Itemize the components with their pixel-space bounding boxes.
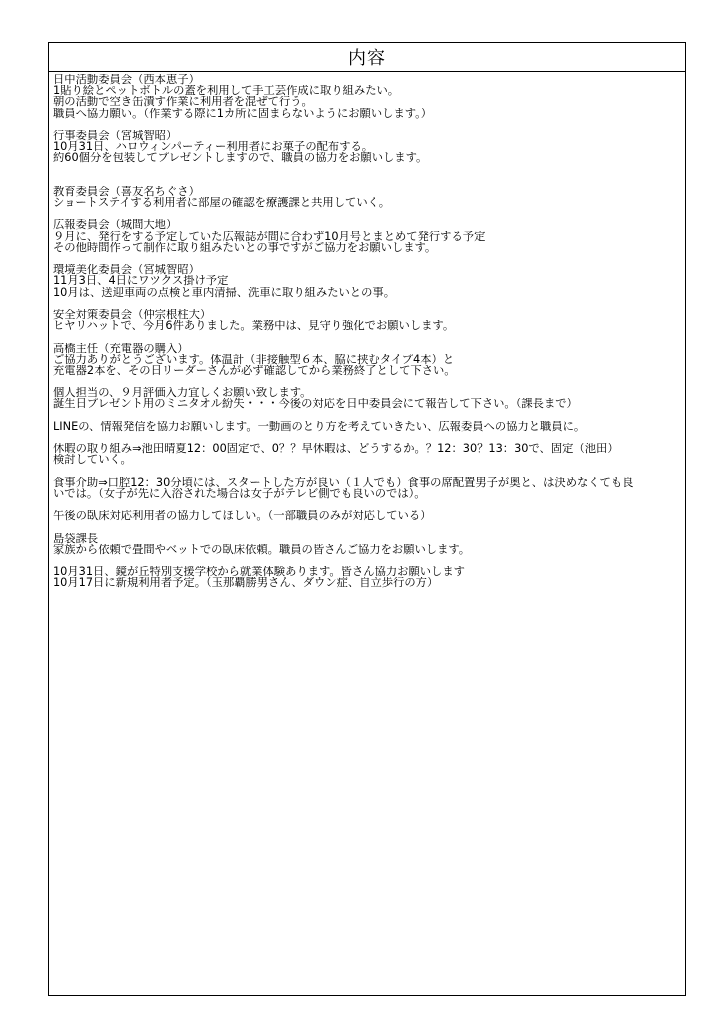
text-line: 約60個分を包装してプレゼントしますので、職員の協力をお願いします。 xyxy=(53,152,428,164)
text-line: 10月31日、ハロウィンパーティー利用者にお菓子の配布する。 xyxy=(53,141,374,153)
text-line: 10月17日に新規利用者予定。（玉那覇勝男さん、ダウン症、自立歩行の方） xyxy=(53,577,439,589)
section-safety xyxy=(53,309,681,331)
text-line: 高橋主任（充電器の購入） xyxy=(53,342,189,354)
text-line: 休暇の取り組み⇒池田晴夏12：00固定で、0？？早休暇は、どうするか。？12：30？13：30で、固定（池田） xyxy=(53,443,619,455)
section-events xyxy=(53,130,681,164)
text-line: 行事委員会（宮城智昭） xyxy=(53,129,178,142)
section-daytime-activity xyxy=(53,74,681,119)
section-evaluation xyxy=(53,387,681,409)
text-line: 広報委員会（城間大地） xyxy=(53,219,178,231)
text-line: 個人担当の、９月評価入力宜しくお願い致します。 xyxy=(53,387,312,399)
text-line: いでは。（女子が先に入浴された場合は女子がテレビ側でも良いのでは）。 xyxy=(53,487,426,500)
text-line: ショートステイする利用者に部屋の確認を療護課と共用していく。 xyxy=(53,197,390,209)
text-line: 朝の活動で空き缶潰す作業に利用者を混ぜて行う。 xyxy=(53,96,313,108)
text-line: 食事介助⇒口腔12：30分頃には、スタートした方が良い（１人でも）食事の席配置男子が奥と、は決めなくても良 xyxy=(53,476,634,488)
text-line: その他時間作って制作に取り組みたいとの事ですがご協力をお願いします。 xyxy=(53,241,437,254)
text-line: 充電器2本を、その日リーダーさんが必ず確認してから業務終了として下さい。 xyxy=(53,364,456,377)
text-line: 職員へ協力願い。（作業する際に1カ所に固まらないようにお願いします。） xyxy=(53,107,433,119)
text-line: 日中活動委員会（西本恵子） xyxy=(53,74,200,86)
text-line: 教育委員会（喜友名ちぐさ） xyxy=(53,185,200,198)
text-line: 10月31日、鏡が丘特別支援学校から就業体験あります。皆さん協力お願いします xyxy=(53,566,465,578)
section-manager-shimabukuro xyxy=(53,533,681,555)
text-line: 安全対策委員会（仲宗根柱大） xyxy=(53,308,212,321)
section-education xyxy=(53,186,681,208)
text-line: ９月に、発行をする予定していた広報誌が間に合わず10月号とまとめて発行する予定 xyxy=(53,230,486,242)
section-leave xyxy=(53,443,681,465)
text-line: 誕生日プレゼント用のミニタオル紛失・・・今後の対応を日中委員会にて報告して下さい。（課長まで） xyxy=(53,398,578,410)
section-chief-takahashi xyxy=(53,343,681,377)
section-public-relations xyxy=(53,219,681,253)
text-line: 1貼り絵とペットボトルの蓋を利用して手工芸作成に取り組みたい。 xyxy=(53,85,400,97)
section-afternoon-rest xyxy=(53,510,681,521)
text-line: ヒヤリハットで、今月6件ありました。業務中は、見守り強化でお願いします。 xyxy=(53,320,455,332)
text-line: ご協力ありがとうございます。体温計（非接触型６本、脇に挟むタイプ4本）と xyxy=(53,353,455,365)
table-header xyxy=(49,43,685,72)
text-line: 島袋課長 xyxy=(53,532,99,544)
section-environment xyxy=(53,264,681,298)
section-schedule xyxy=(53,566,681,588)
text-line: LINEの、情報発信を協力お願いします。一動画のとり方を考えていきたい、広報委員への協力と職員に。 xyxy=(53,420,586,433)
text-line: 環境美化委員会（宮城智昭） xyxy=(53,264,200,276)
minutes-table xyxy=(48,42,686,996)
text-line: 10月は、送迎車両の点検と車内清掃、洗車に取り組みたいとの事。 xyxy=(53,286,395,298)
section-meal-assist xyxy=(53,477,681,499)
text-line: 検討していく。 xyxy=(53,454,132,466)
content-area xyxy=(49,72,685,589)
text-line: 11月3日、4日にワツクス掛け予定 xyxy=(53,275,229,287)
section-line-sharing xyxy=(53,421,681,432)
text-line: 家族から依頼で畳間やベットでの臥床依頼。職員の皆さんご協力をお願いします。 xyxy=(53,543,471,556)
text-line: 午後の臥床対応利用者の協力してほしい。（一部職員のみが対応している） xyxy=(53,510,432,522)
header-title: 内容 xyxy=(348,48,386,69)
